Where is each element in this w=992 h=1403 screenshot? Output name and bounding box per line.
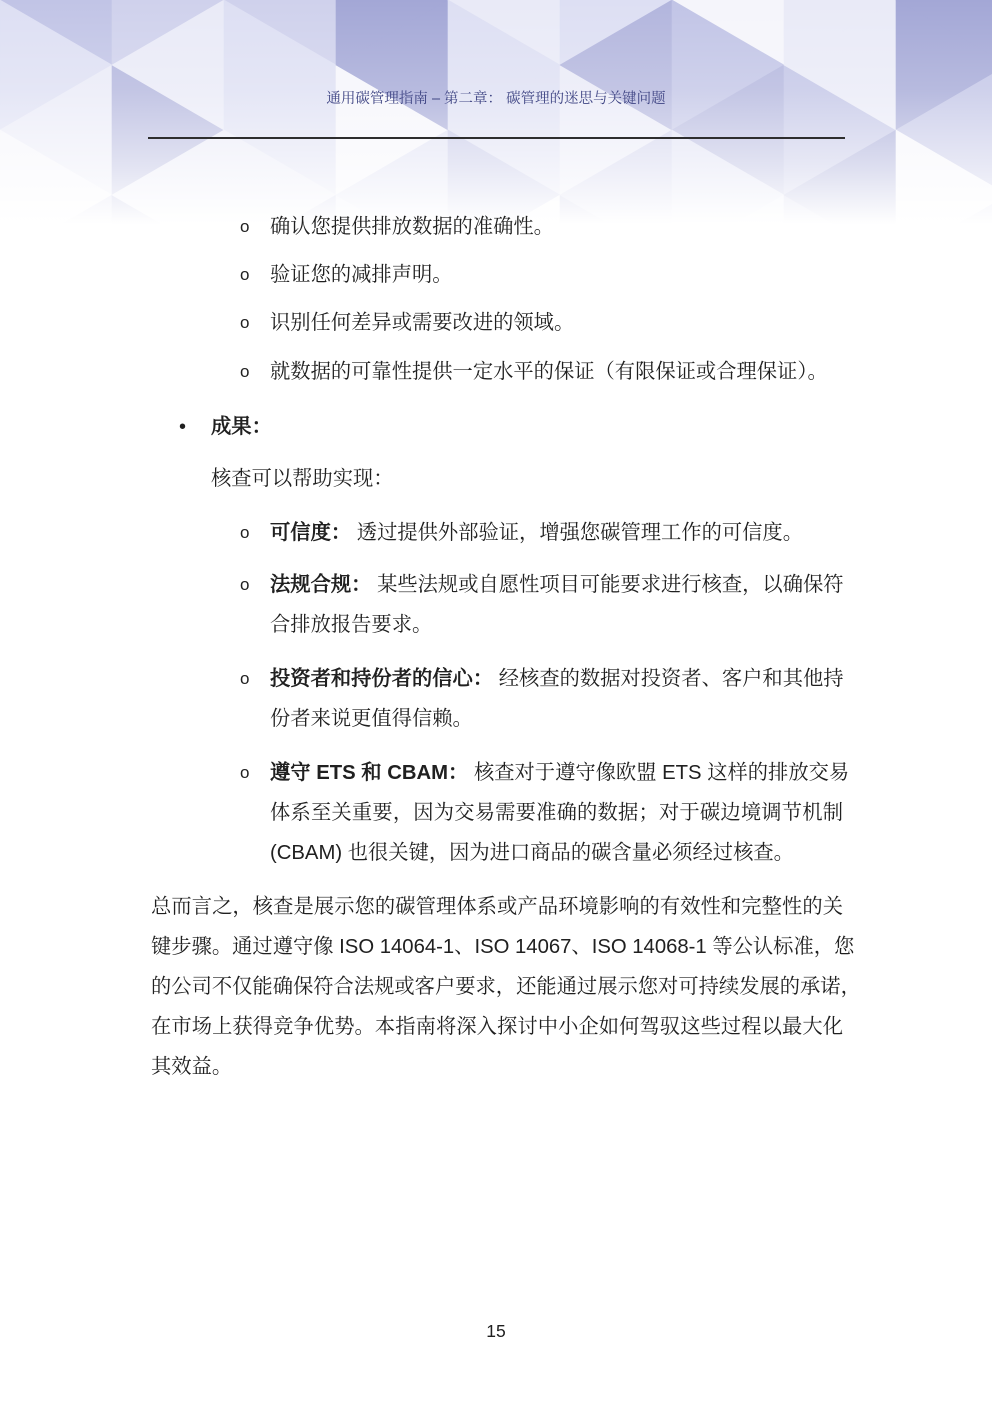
outcome-description: 核查对于遵守像欧盟 ETS 这样的排放交易 xyxy=(473,762,850,784)
outcome-label: 遵守 ETS 和 CBAM： xyxy=(270,762,469,784)
summary-line: 其效益。 xyxy=(151,1056,233,1078)
summary-line: 在市场上获得竞争优势。本指南将深入探讨中小企如何驾驭这些过程以最大化 xyxy=(151,1016,843,1038)
outcomes-heading: 成果： xyxy=(211,416,272,438)
outcome-label: 投资者和持份者的信心： xyxy=(270,668,494,690)
verification-step-text: 验证您的减排声明。 xyxy=(270,264,453,286)
outcome-text xyxy=(270,513,843,553)
text-line: 份者来说更值得信赖。 xyxy=(270,708,473,730)
pattern-fade-overlay xyxy=(0,0,992,236)
outcome-label: 可信度： xyxy=(270,522,352,544)
outcome-text xyxy=(270,753,850,873)
hollow-circle-bullet-icon: o xyxy=(240,265,250,284)
outcomes-intro: 核查可以帮助实现： xyxy=(211,468,394,490)
verification-step-text: 确认您提供排放数据的准确性。 xyxy=(270,216,554,238)
text-line xyxy=(270,753,850,793)
text-line xyxy=(270,659,843,699)
text-line: 体系至关重要，因为交易需要准确的数据；对于碳边境调节机制 xyxy=(270,802,843,824)
hollow-circle-bullet-icon: o xyxy=(240,362,250,381)
text-line: 合排放报告要求。 xyxy=(270,614,433,636)
text-line xyxy=(270,513,843,553)
page-number: 15 xyxy=(486,1321,506,1341)
verification-step-text: 识别任何差异或需要改进的领域。 xyxy=(270,312,575,334)
hollow-circle-bullet-icon: o xyxy=(240,575,250,594)
summary-line: 键步骤。通过遵守像 ISO 14064-1、ISO 14067、ISO 14068-1 等公认标准，您 xyxy=(151,936,855,958)
outcome-text xyxy=(270,659,843,739)
outcome-description: 经核查的数据对投资者、客户和其他持 xyxy=(498,668,844,690)
outcome-description: 透过提供外部验证，增强您碳管理工作的可信度。 xyxy=(356,522,803,544)
summary-paragraph xyxy=(151,887,861,1087)
hollow-circle-bullet-icon: o xyxy=(240,763,250,782)
text-line: (CBAM) 也很关键，因为进口商品的碳含量必须经过核查。 xyxy=(270,842,794,864)
summary-line: 的公司不仅能确保符合法规或客户要求，还能通过展示您对可持续发展的承诺， xyxy=(151,976,861,998)
running-header-title: 通用碳管理指南 – 第二章： 碳管理的迷思与关键问题 xyxy=(326,91,666,107)
hollow-circle-bullet-icon: o xyxy=(240,669,250,688)
summary-line: 总而言之，核查是展示您的碳管理体系或产品环境影响的有效性和完整性的关 xyxy=(151,896,843,918)
text-line xyxy=(270,565,843,605)
filled-bullet-icon: • xyxy=(179,416,187,438)
hollow-circle-bullet-icon: o xyxy=(240,523,250,542)
hollow-circle-bullet-icon: o xyxy=(240,313,250,332)
outcome-description: 某些法规或自愿性项目可能要求进行核查，以确保符 xyxy=(377,574,844,596)
verification-step-text: 就数据的可靠性提供一定水平的保证（有限保证或合理保证）。 xyxy=(270,361,828,383)
outcome-label: 法规合规： xyxy=(270,574,372,596)
outcome-text xyxy=(270,565,843,645)
hollow-circle-bullet-icon: o xyxy=(240,217,250,236)
header-rule xyxy=(148,137,845,139)
header-triangle-pattern xyxy=(0,0,992,236)
